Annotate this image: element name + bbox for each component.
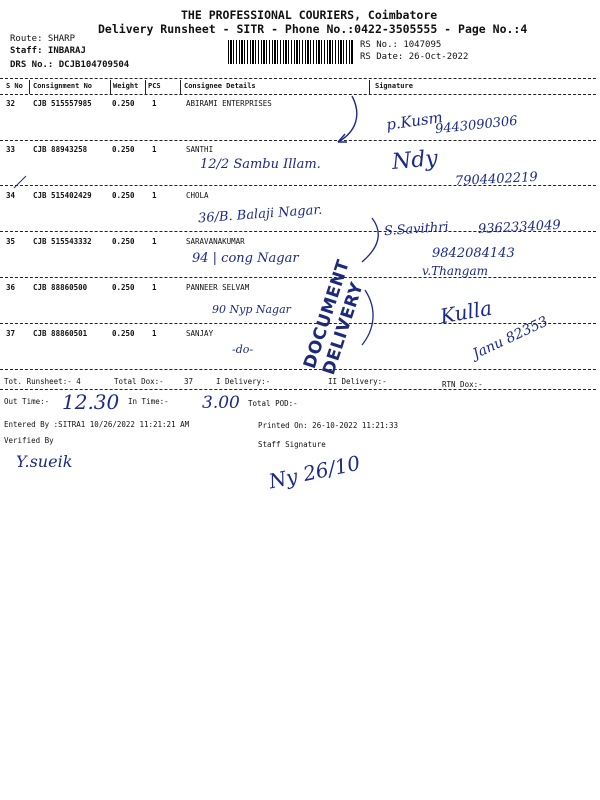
row-weight: 0.250 [112, 145, 135, 154]
row-weight: 0.250 [112, 237, 135, 246]
row-address-handwritten: 94 | cong Nagar [192, 251, 299, 266]
row-phone-handwritten: 9443090306 [434, 113, 519, 138]
col-header-sno: S No [6, 82, 23, 90]
row-sno: 33 [6, 145, 16, 154]
total-dox-value: 37 [184, 377, 194, 386]
col-header-weight: Weight [113, 82, 139, 90]
staff-signature-handwritten: Ny 26/10 [266, 450, 363, 494]
row-phone-handwritten: 9362334049 [477, 217, 562, 238]
row-consignee: SANJAY [186, 329, 214, 338]
verified-by-signature: Y.sueik [16, 452, 73, 471]
in-time-label: In Time:- [128, 397, 169, 406]
ii-delivery: II Delivery:- [328, 377, 387, 386]
row-pcs: 1 [152, 99, 157, 108]
row-signature-handwritten: p.Kusm [385, 108, 444, 134]
row-phone-handwritten: 7904402219 [454, 169, 539, 190]
row-consignment-no: CJB 88943258 [33, 145, 88, 154]
rtn-dox: RTN Dox:- [442, 380, 483, 389]
row-signature-handwritten: v.Thangam [422, 264, 488, 278]
verified-by-label: Verified By [4, 436, 54, 445]
row-pcs: 1 [152, 237, 157, 246]
col-header-consignee: Consignee Details [184, 82, 256, 90]
row-signature-handwritten: Kulla [438, 295, 494, 329]
i-delivery: I Delivery:- [216, 377, 271, 386]
drs-number: DRS No.: DCJB104709504 [10, 60, 130, 70]
row-sno: 32 [6, 99, 16, 108]
row-address-handwritten: 12/2 Sambu Illam. [200, 157, 321, 172]
row-consignment-no: CJB 515402429 [33, 191, 92, 200]
row-pcs: 1 [152, 145, 157, 154]
row-consignee: SANTHI [186, 145, 214, 154]
row-sno: 36 [6, 283, 16, 292]
row-consignment-no: CJB 88860501 [33, 329, 88, 338]
row-signature-handwritten: Janu 82353 [470, 313, 551, 363]
staff-label: Staff: INBARAJ [10, 46, 86, 56]
row-weight: 0.250 [112, 283, 135, 292]
rs-date: RS Date: 26-Oct-2022 [360, 52, 469, 62]
in-time-handwritten: 3.00 [202, 393, 240, 413]
total-runsheet: Tot. Runsheet:- 4 [4, 377, 81, 386]
col-header-signature: Signature [375, 82, 413, 90]
row-signature-handwritten: S.Savithri [383, 219, 450, 240]
row-consignment-no: CJB 88860500 [33, 283, 88, 292]
row-consignee: ABIRAMI ENTERPRISES [186, 99, 272, 108]
row-consignment-no: CJB 515543332 [33, 237, 92, 246]
row-address-handwritten: 36/B. Balaji Nagar. [197, 202, 323, 227]
row-weight: 0.250 [112, 191, 135, 200]
entered-by: Entered By :SITRA1 10/26/2022 11:21:21 AM [4, 420, 190, 429]
row-weight: 0.250 [112, 329, 135, 338]
row-pcs: 1 [152, 283, 157, 292]
row-pcs: 1 [152, 329, 157, 338]
out-time-label: Out Time:- [4, 397, 50, 406]
staff-signature-label: Staff Signature [258, 440, 326, 449]
col-header-pcs: PCS [148, 82, 161, 90]
row-consignee: SARAVANAKUMAR [186, 237, 245, 246]
row-consignee: PANNEER SELVAM [186, 283, 250, 292]
row-sno: 34 [6, 191, 16, 200]
row-address-handwritten: 90 Nyp Nagar [212, 303, 291, 316]
route-label: Route: SHARP [10, 34, 76, 44]
row-address-handwritten: -do- [232, 343, 254, 356]
row-sno: 35 [6, 237, 16, 246]
runsheet-title: Delivery Runsheet - SITR - Phone No.:0422-3505555 - Page No.:4 [98, 22, 528, 36]
row-consignment-no: CJB 515557985 [33, 99, 92, 108]
company-name: THE PROFESSIONAL COURIERS, Coimbatore [181, 8, 438, 22]
col-header-consignment: Consignment No [33, 82, 93, 90]
row-signature-handwritten: Ndy [390, 146, 439, 175]
row-sno: 37 [6, 329, 16, 338]
total-pod-label: Total POD:- [248, 399, 298, 408]
row-weight: 0.250 [112, 99, 135, 108]
row-consignee: CHOLA [186, 191, 209, 200]
rs-number: RS No.: 1047095 [360, 40, 442, 50]
printed-on: Printed On: 26-10-2022 11:21:33 [258, 421, 398, 430]
row-phone-handwritten: 9842084143 [432, 246, 515, 261]
out-time-handwritten: 12.30 [62, 390, 120, 414]
document-delivery-stamp: DOCUMENT DELIVERY [300, 257, 368, 378]
row-pcs: 1 [152, 191, 157, 200]
total-dox-label: Total Dox:- [114, 377, 164, 386]
